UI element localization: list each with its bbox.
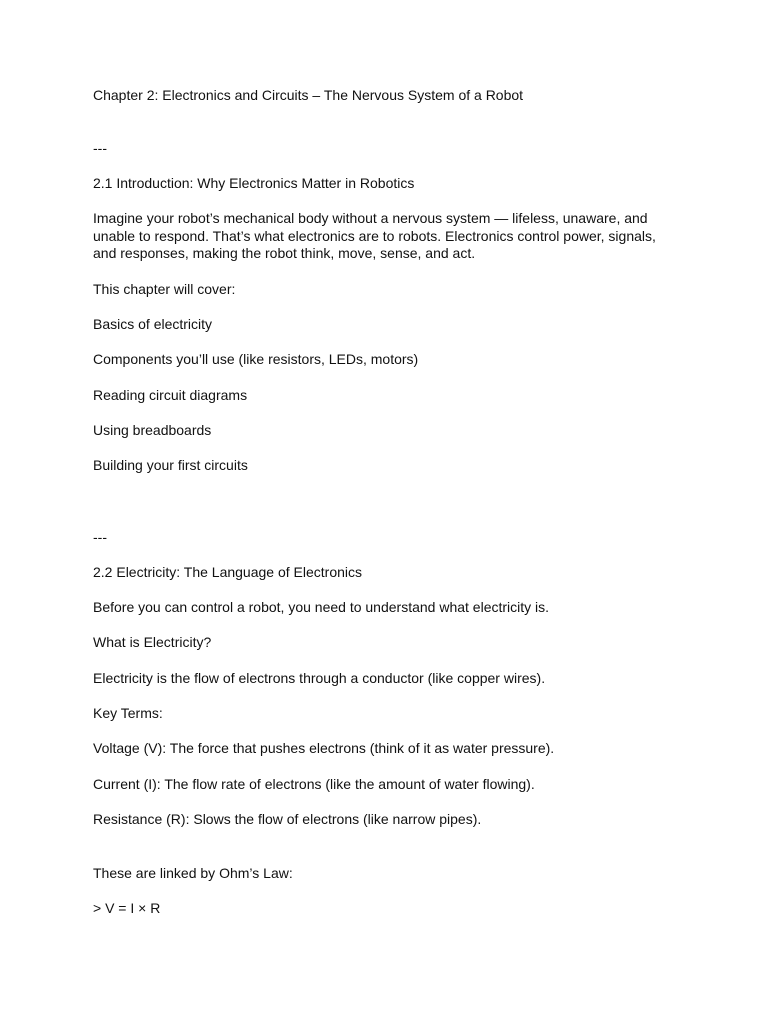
ohms-law-intro: These are linked by Ohm’s Law: bbox=[93, 865, 293, 881]
topic-item: Building your first circuits bbox=[93, 457, 248, 473]
chapter-title: Chapter 2: Electronics and Circuits – The Nervous System of a Robot bbox=[93, 87, 524, 103]
key-term-item: Current (I): The flow rate of electrons (like the amount of water flowing). bbox=[93, 776, 535, 792]
separator: --- bbox=[93, 529, 107, 545]
paragraph-line: unable to respond. That’s what electronics are to robots. Electronics control power, signals, bbox=[93, 227, 656, 244]
section-heading: 2.1 Introduction: Why Electronics Matter in Robotics bbox=[93, 175, 415, 191]
cover-intro: This chapter will cover: bbox=[93, 281, 236, 297]
paragraph-line: Imagine your robot’s mechanical body without a nervous system — lifeless, unaware, and bbox=[93, 210, 648, 226]
paragraph-line: and responses, making the robot think, move, sense, and act. bbox=[93, 245, 476, 262]
section-heading: 2.2 Electricity: The Language of Electronics bbox=[93, 564, 363, 580]
section-intro: Before you can control a robot, you need to understand what electricity is. bbox=[93, 599, 550, 615]
topic-item: Using breadboards bbox=[93, 422, 212, 438]
topic-item: Reading circuit diagrams bbox=[93, 387, 248, 403]
key-terms-label: Key Terms: bbox=[93, 705, 163, 721]
question-heading: What is Electricity? bbox=[93, 634, 212, 650]
intro-paragraph bbox=[93, 210, 683, 263]
separator: --- bbox=[93, 140, 107, 156]
topic-item: Components you’ll use (like resistors, LEDs, motors) bbox=[93, 351, 419, 367]
ohms-law-formula: > V = I × R bbox=[93, 900, 161, 916]
key-term-item: Resistance (R): Slows the flow of electrons (like narrow pipes). bbox=[93, 811, 482, 827]
definition-text: Electricity is the flow of electrons through a conductor (like copper wires). bbox=[93, 670, 546, 686]
topic-item: Basics of electricity bbox=[93, 316, 213, 332]
key-term-item: Voltage (V): The force that pushes electrons (think of it as water pressure). bbox=[93, 740, 555, 756]
